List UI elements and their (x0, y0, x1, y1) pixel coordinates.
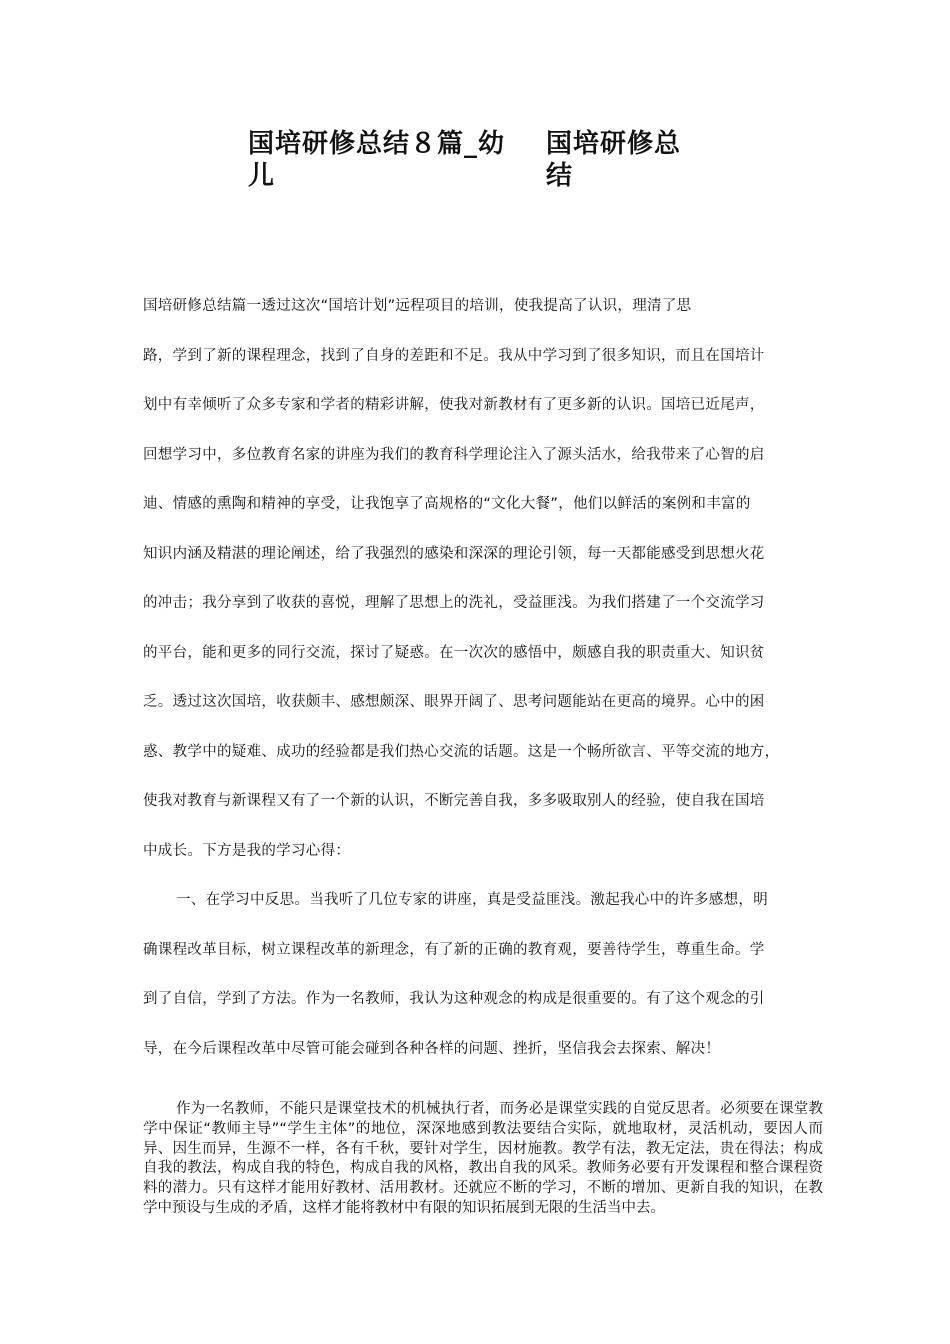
body-line: 惑、教学中的疑难、成功的经验都是我们热心交流的话题。这是一个畅所欲言、平等交流的地方， (143, 743, 780, 760)
document-title: 国培研修总结８篇_幼儿 (248, 129, 506, 191)
document-body (143, 291, 823, 1083)
document-title-repeat: 国培研修总结 (546, 129, 682, 191)
body-line: 到了自信，学到了方法。作为一名教师，我认为这种观念的构成是很重要的。有了这个观念的引 (143, 991, 765, 1007)
body-line: 使我对教育与新课程又有了一个新的认识，不断完善自我，多多吸取别人的经验，使自我在国培 (143, 793, 765, 809)
body-line: 迪、情感的熏陶和精神的享受，让我饱享了高规格的“文化大餐”，他们以鲜活的案例和丰富的 (143, 496, 751, 512)
body-line: 知识内涵及精湛的理论阐述，给了我强烈的感染和深深的理论引领，每一天都能感受到思想火花 (143, 545, 765, 562)
document-title-block (248, 128, 708, 198)
body-line: 中成长。下方是我的学习心得： (143, 842, 351, 859)
body-line: 划中有幸倾听了众多专家和学者的精彩讲解，使我对新教材有了更多新的认识。国培已近尾声， (143, 397, 765, 413)
body-line: 的平台，能和更多的同行交流，探讨了疑惑。在一次次的感悟中，颇感自我的职责重大、知识贫 (143, 644, 765, 661)
body-line: 确课程改革目标，树立课程改革的新理念，有了新的正确的教育观，要善待学生，尊重生命。学 (143, 941, 765, 958)
body-line: 乏。透过这次国培，收获颇丰、感想颇深、眼界开阔了、思考问题能站在更高的境界。心中的困 (143, 694, 765, 710)
body-line: 回想学习中，多位教育名家的讲座为我们的教育科学理论注入了源头活水，给我带来了心智的启 (143, 446, 765, 463)
body-line: 一、在学习中反思。当我听了几位专家的讲座，真是受益匪浅。激起我心中的许多感想，明 (176, 892, 768, 908)
body-line: 国培研修总结篇一透过这次“国培计划”远程项目的培训，使我提高了认识，理清了思 (143, 298, 692, 314)
body-line: 导，在今后课程改革中尽管可能会碰到各种各样的问题、挫折，坚信我会去探索、解决！ (143, 1040, 721, 1057)
body-line: 路，学到了新的课程理念，找到了自身的差距和不足。我从中学习到了很多知识，而且在国培计 (143, 347, 765, 364)
body-line: 的冲击；我分享到了收获的喜悦，理解了思想上的洗礼，受益匪浅。为我们搭建了一个交流学习 (143, 595, 765, 611)
body-paragraph: 作为一名教师，不能只是课堂技术的机械执行者，而务必是课堂实践的自觉反思者。必须要在课堂教学中保证“教师主导”“学生主体”的地位，深深地感到教法要结合实际，就地取材，灵活机动，要因人而异、因生而异，生源不一样，各有千秋，要针对学生，因材施教。教学有法，教无定法，贵在得法；构成自我的教法，构成自我的特色，构成自我的风格，教出自我的风采。教师务必要有开发课程和整合课程资料的潜力。只有这样才能用好教材、活用教材。还就应不断的学习，不断的增加、更新自我的知识，在教学中预设与生成的矛盾，这样才能将教材中有限的知识拓展到无限的生活当中去。 (143, 1101, 823, 1216)
